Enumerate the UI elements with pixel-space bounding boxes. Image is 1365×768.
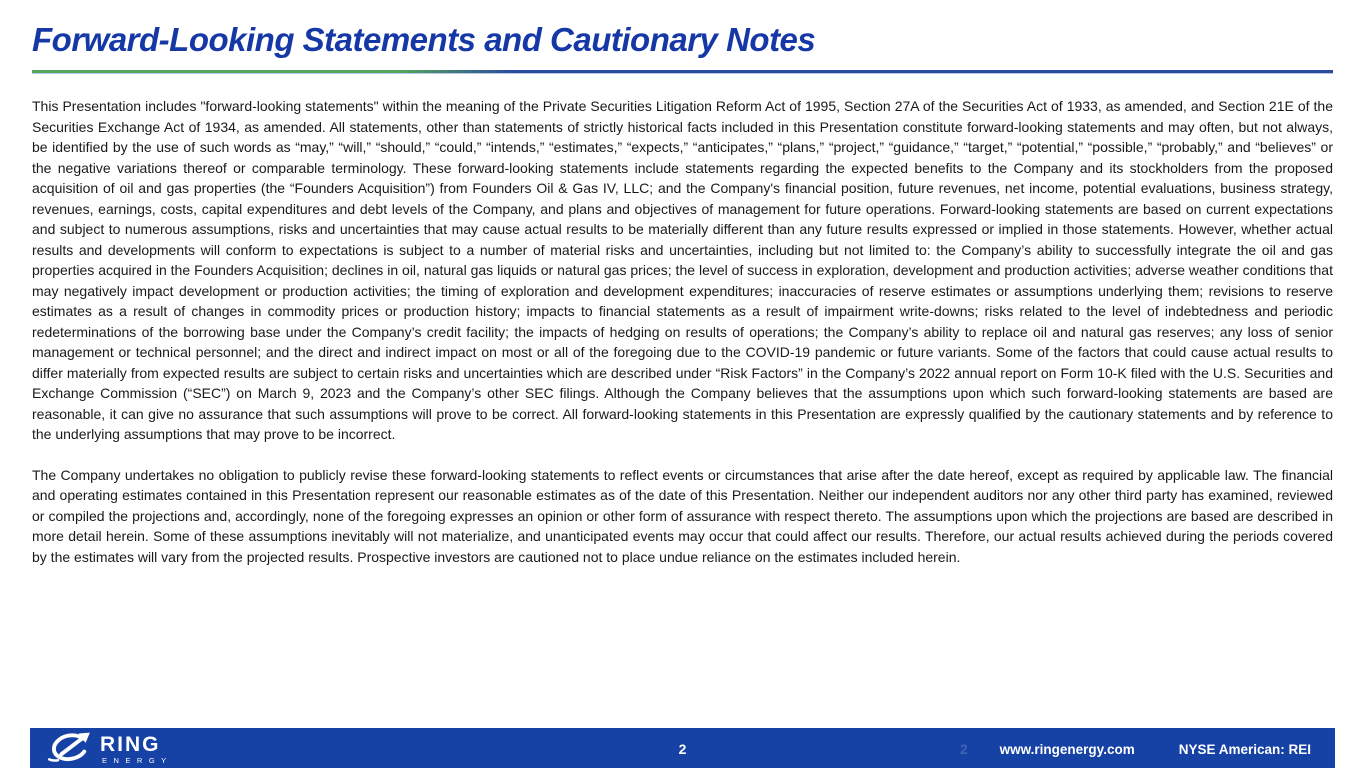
title-underline-divider [32, 70, 1333, 74]
footer-bar [30, 728, 1335, 768]
page-title: Forward-Looking Statements and Cautionary Notes [32, 21, 816, 58]
website-link[interactable]: www.ringenergy.com [999, 741, 1135, 757]
ring-swoosh-icon [44, 730, 96, 768]
footer-right-group [1000, 742, 1335, 757]
disclaimer-paragraph-2: The Company undertakes no obligation to publicly revise these forward-looking statements to reflect events or circumstances that arise after the date hereof, except as required by applicable law. The financial and operating estimates contained in this Presentation represent our reasonable estimates as of the date of this Presentation. Neither our independent auditors nor any other third party has examined, reviewed or compiled the projections and, accordingly, none of the foregoing expresses an opinion or other form of assurance with respect thereto. The assumptions upon which the projections are based are described in more detail herein. Some of these assumptions inevitably will not materialize, and unanticipated events may occur that could affect our results. Therefore, our actual results achieved during the periods covered by the estimates will vary from the projected results. Prospective investors are cautioned not to place undue reliance on the estimates included herein. [32, 466, 1333, 565]
ticker-label: NYSE American: REI [1178, 741, 1311, 757]
logo-subtext: ENERGY [102, 755, 173, 765]
logo-name: RING [100, 732, 161, 756]
page-number: 2 [678, 741, 687, 757]
page-number-ghost: 2 [960, 741, 968, 757]
disclaimer-body [32, 96, 1333, 567]
ring-energy-logo [44, 730, 173, 768]
logo-text-block [100, 734, 173, 765]
disclaimer-paragraph-1: This Presentation includes "forward-looking statements" within the meaning of the Private Securities Litigation Reform Act of 1995, Section 27A of the Securities Act of 1933, as amended, and Section 21E of the Securities Exchange Act of 1934, as amended. All statements, other than statements of strictly historical facts included in this Presentation constitute forward-looking statements and may often, but not always, be identified by the use of such words as “may,” “will,” “should,” “could,” “intends,” “estimates,” “expects,” “anticipates,” “plans,” “project,” “guidance,” “target,” “potential,” “possible,” “probably,” and “believes” or the negative variations thereof or comparable terminology. These forward-looking statements include statements regarding the expected benefits to the Company and its stockholders from the proposed acquisition of oil and gas properties (the “Founders Acquisition”) from Founders Oil & Gas IV, LLC; and the Company's financial position, future revenues, net income, potential evaluations, business strategy, revenues, earnings, costs, capital expenditures and debt levels of the Company, and plans and objectives of management for future operations. Forward-looking statements are based on current expectations and subject to numerous assumptions, risks and uncertainties that may cause actual results to be materially different than any future results expressed or implied in those statements. However, whether actual results and developments will conform to expectations is subject to a number of material risks and uncertainties, including but not limited to: the Company’s ability to successfully integrate the oil and gas properties acquired in the Founders Acquisition; declines in oil, natural gas liquids or natural gas prices; the level of success in exploration, development and production activities; adverse weather conditions that may negatively impact development or production activities; the timing of exploration and development expenditures; inaccuracies of reserve estimates or assumptions underlying them; revisions to reserve estimates as a result of changes in commodity prices or production history; impacts to financial statements as a result of impairment write-downs; risks related to the level of indebtedness and periodic redeterminations of the borrowing base under the Company’s credit facility; the impacts of hedging on results of operations; the Company’s ability to replace oil and natural gas reserves; any loss of senior management or technical personnel; and the direct and indirect impact on most or all of the foregoing due to the COVID-19 pandemic or future variants. Some of the factors that could cause actual results to differ materially from expected results are subject to certain risks and uncertainties which are described under “Risk Factors” in the Company’s 2022 annual report on Form 10-K filed with the U.S. Securities and Exchange Commission (“SEC”) on March 9, 2023 and the Company’s other SEC filings. Although the Company believes that the assumptions upon which such forward-looking statements are based are reasonable, it can give no assurance that such assumptions will prove to be correct. All forward-looking statements in this Presentation are expressly qualified by the cautionary statements and by reference to the underlying assumptions that may prove to be incorrect. [32, 98, 1333, 443]
